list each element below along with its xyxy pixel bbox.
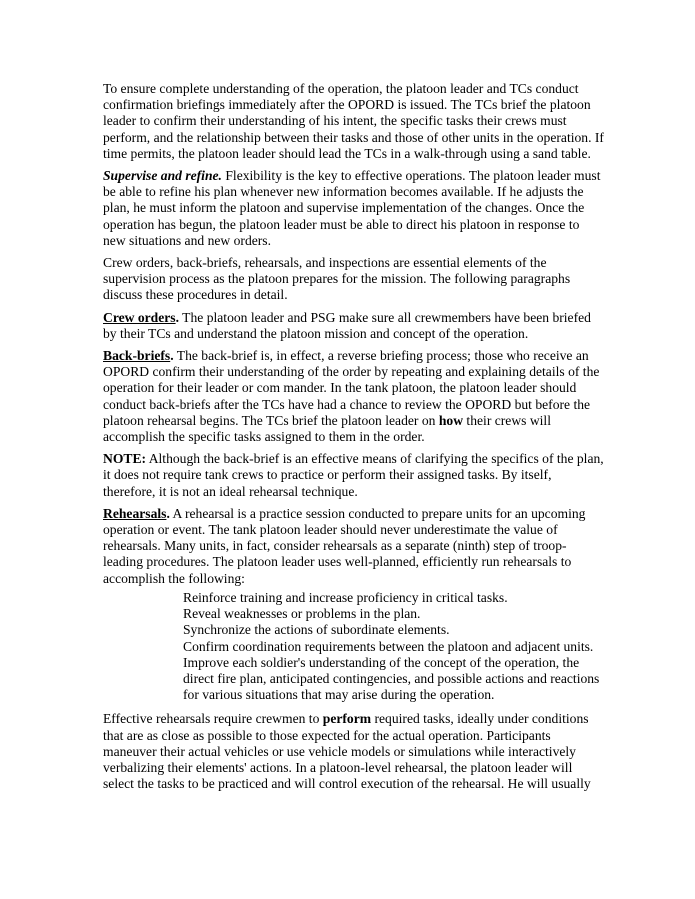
paragraph-text: The back-brief is, in effect, a reverse briefing process; those who receive an OPORD confirm their understanding of the order by repeating and explaining details of the operation for their leader or com mander. In the tank platoon, the platoon leader should conduct back-briefs after the TCs have had a chance to review the OPORD but before the platoon rehearsal begins. The TCs brief the platoon leader on (103, 348, 600, 428)
heading-back-briefs: Back-briefs (103, 348, 171, 364)
paragraph-text: A rehearsal is a practice session conducted to prepare units for an upcoming operation or event. The tank platoon leader should never underestimate the value of rehearsals. Many units, in fact, consider rehearsals as a separate (ninth) step of troop-leading procedures. The platoon leader uses well-planned, efficiently run rehearsals to accomplish the following: (103, 505, 586, 586)
list-item: Reinforce training and increase proficiency in critical tasks. (183, 589, 508, 605)
paragraph-note (103, 451, 605, 500)
paragraph-supervise-refine (103, 168, 605, 249)
rehearsal-goals-list (183, 590, 605, 703)
paragraph-text: To ensure complete understanding of the operation, the platoon leader and TCs conduct confirmation briefings immediately after the OPORD is issued. The TCs brief the platoon leader to confirm their understanding of his intent, the specific tasks their crews must perform, and the relationship between their tasks and those of other units in the operation. If time permits, the platoon leader should lead the TCs in a walk-through using a sand table. (103, 81, 604, 161)
heading-crew-orders: Crew orders (103, 309, 176, 325)
list-item: Improve each soldier's understanding of the concept of the operation, the direct fire plan, anticipated contingencies, and possible actions and reactions for various situations that may arise during the operation. (183, 654, 600, 703)
paragraph-text: The platoon leader and PSG make sure all crewmembers have been briefed by their TCs and understand the platoon mission and concept of the operation. (103, 309, 591, 341)
paragraph-back-briefs (103, 348, 605, 445)
paragraph-text: Although the back-brief is an effective means of clarifying the specifics of the plan, it does not require tank crews to practice or perform their assigned tasks. By itself, therefore, it is not an ideal rehearsal technique. (103, 451, 604, 499)
note-label: NOTE: (103, 451, 147, 467)
paragraph-effective-rehearsals (103, 711, 605, 792)
paragraph-rehearsals (103, 506, 605, 587)
paragraph-text: their crews will accomplish the specific tasks assigned to them in the order. (103, 412, 551, 445)
paragraph-text: Crew orders, back-briefs, rehearsals, and inspections are essential elements of the supervision process as the platoon prepares for the mission. The following paragraphs discuss these procedures in detail. (103, 255, 571, 303)
heading-supervise-refine: Supervise and refine. (103, 168, 222, 184)
heading-period: . (166, 505, 170, 521)
list-item: Synchronize the actions of subordinate elements. (183, 622, 450, 638)
paragraph-crew-orders (103, 310, 605, 342)
paragraph-text: Flexibility is the key to effective operations. The platoon leader must be able to refine his plan whenever new information becomes available. If he adjusts the plan, he must inform the platoon and supervise implementation of the changes. Once the operation has begun, the platoon leader must be able to direct his platoon in response to new situations and new orders. (103, 168, 601, 248)
heading-rehearsals: Rehearsals (103, 505, 167, 521)
paragraph-text: required tasks, ideally under conditions that are as close as possible to those expected for the actual operation. Participants maneuver their actual vehicles or use vehicle models or simulations while interactively verbalizing their elements' actions. In a platoon-level rehearsal, the platoon leader will select the tasks to be practiced and will control execution of the rehearsal. He will usually (103, 711, 591, 792)
emphasis-how: how (438, 412, 464, 428)
paragraph-confirmation-briefings (103, 81, 605, 162)
heading-period: . (170, 348, 174, 364)
heading-period: . (175, 309, 180, 325)
paragraph-supervision-elements (103, 255, 605, 304)
list-item: Confirm coordination requirements between the platoon and adjacent units. (183, 638, 594, 654)
list-item: Reveal weaknesses or problems in the plan. (183, 606, 421, 622)
document-body (103, 81, 605, 798)
emphasis-perform: perform (322, 711, 372, 727)
paragraph-text: Effective rehearsals require crewmen to (103, 711, 323, 727)
